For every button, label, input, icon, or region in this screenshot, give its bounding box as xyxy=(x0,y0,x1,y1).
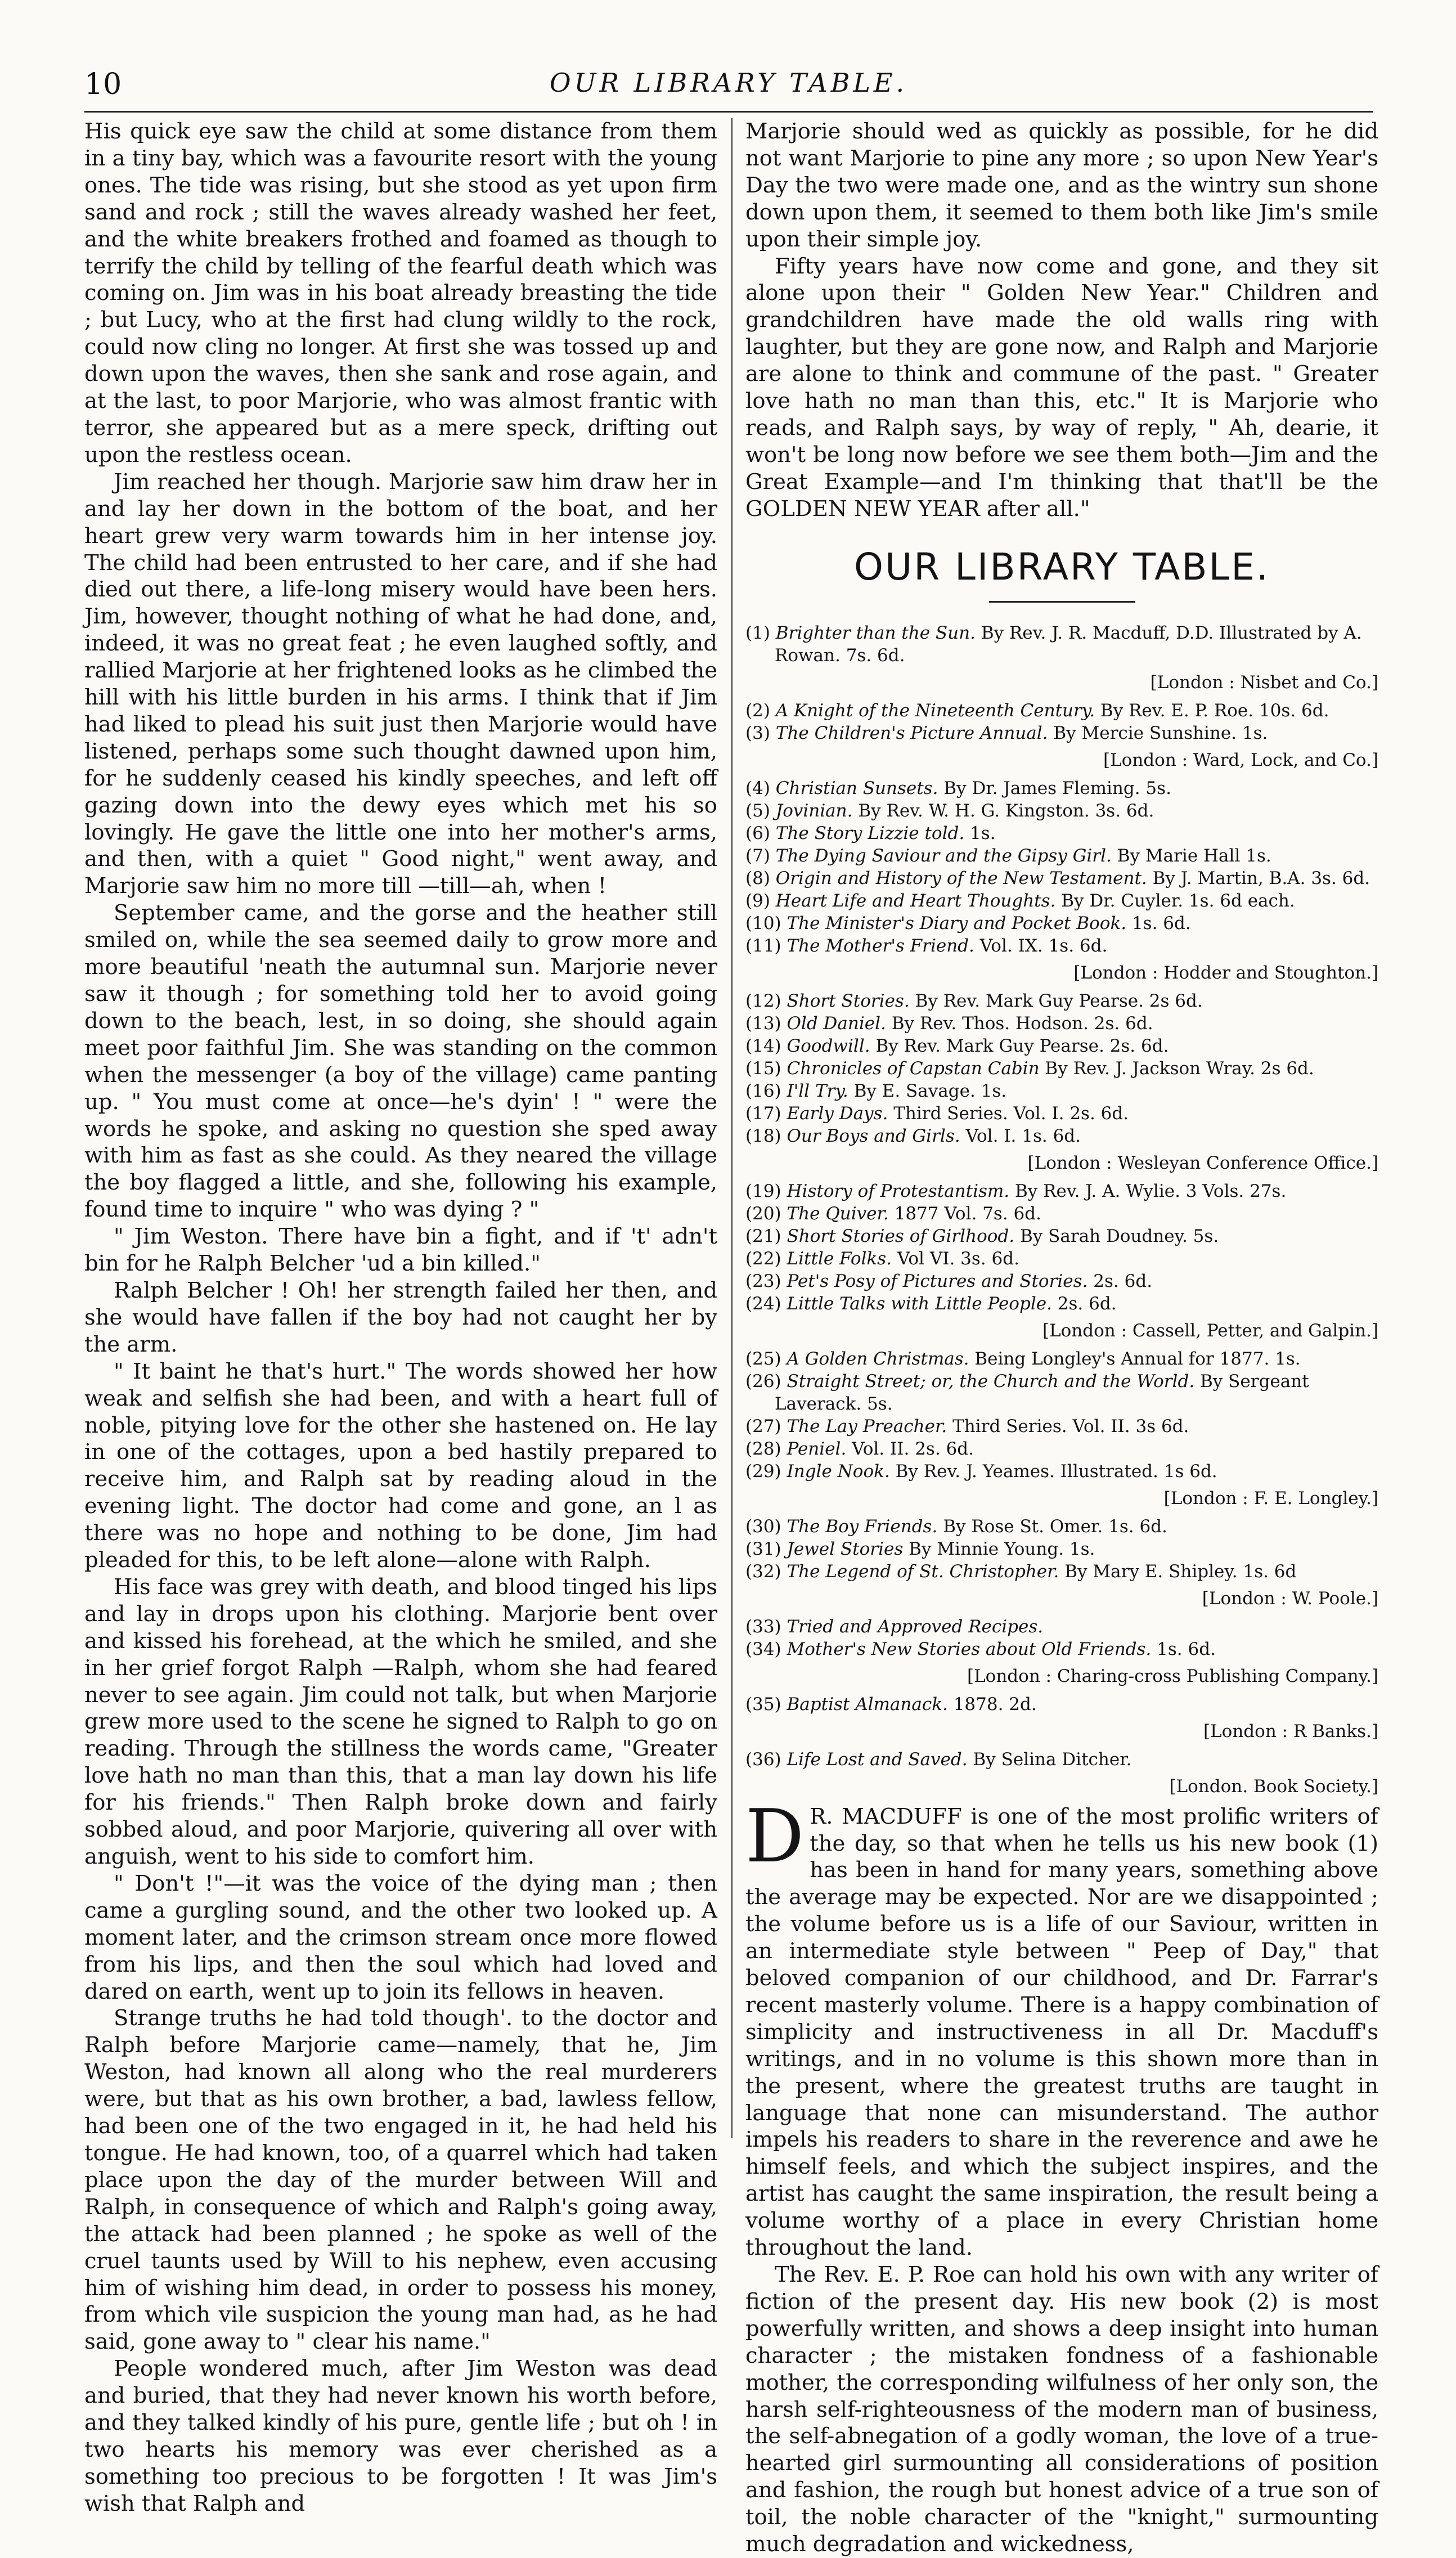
story-paragraph: Marjorie should wed as quickly as possible, for he did not want Marjorie to pine any more ; so upon New Year's Day the two were made one, and as the wintry sun shone down upon them, it seemed to them both like Jim's smile upon their simple joy. xyxy=(745,119,1378,252)
book-entry xyxy=(745,1180,1378,1202)
book-detail: By Rose St. Omer. 1s. 6d. xyxy=(943,1516,1167,1537)
book-title: The Boy Friends. xyxy=(787,1516,938,1537)
book-title: Little Talks with Little People. xyxy=(787,1293,1052,1314)
book-number: (29) xyxy=(745,1461,781,1482)
book-entry xyxy=(745,1057,1378,1080)
book-entry xyxy=(745,1247,1378,1270)
book-title: Tried and Approved Recipes. xyxy=(787,1616,1044,1637)
publisher-line: [London : W. Poole.] xyxy=(1202,1588,1378,1609)
book-number: (14) xyxy=(745,1035,781,1056)
book-title: The Quiver. xyxy=(787,1203,889,1224)
book-number: (16) xyxy=(745,1080,781,1101)
book-number: (12) xyxy=(745,990,781,1011)
book-detail: Third Series. Vol. I. 2s. 6d. xyxy=(893,1103,1129,1124)
book-entry xyxy=(745,1538,1378,1560)
heading-rule xyxy=(989,601,1135,603)
book-title: The Minister's Diary and Pocket Book. xyxy=(787,913,1127,934)
book-number: (33) xyxy=(745,1616,781,1637)
book-entry xyxy=(745,912,1378,935)
book-number: (10) xyxy=(745,913,781,934)
story-paragraph: Strange truths he had told though'. to the doctor and Ralph before Marjorie came—namely, that he, Jim Weston, had known all along who the real murderers were, but that as his own brother, a bad, lawless fellow, had been one of the two engaged in it, he had held his tongue. He had known, too, of a quarrel which had taken place upon the day of the murder between Will and Ralph, in consequence of which and Ralph's going away, the attack had been planned ; he spoke as well of the cruel taunts used by Will to his nephew, even accusing him of wishing him dead, in order to possess his money, from which vile suspicion the young man had, as he had said, gone away to " clear his name." xyxy=(84,2005,717,2355)
book-detail: 1878. 2d. xyxy=(953,1694,1037,1715)
story-paragraph: People wondered much, after Jim Weston was dead and buried, that they had never known his worth before, and they talked kindly of his pure, gentle life ; but oh ! in two hearts his memory was ever cherished as a something too precious to be forgotten ! It was Jim's wish that Ralph and xyxy=(84,2356,717,2516)
book-detail: By Dr. Cuyler. 1s. 6d each. xyxy=(1061,890,1295,911)
book-detail: By Rev. J. Yeames. Illustrated. 1s 6d. xyxy=(895,1461,1217,1482)
book-title: Short Stories of Girlhood. xyxy=(787,1226,1015,1246)
left-column xyxy=(84,118,717,2517)
book-title: Goodwill. xyxy=(787,1035,870,1056)
book-number: (36) xyxy=(745,1749,781,1770)
book-number: (21) xyxy=(745,1226,781,1246)
book-number: (24) xyxy=(745,1293,781,1314)
book-entry xyxy=(745,1748,1378,1771)
book-title: Pet's Posy of Pictures and Stories. xyxy=(787,1271,1088,1291)
publisher-line: [London : Charing-cross Publishing Company.] xyxy=(967,1666,1378,1686)
story-paragraph: Fifty years have now come and gone, and they sit alone upon their " Golden New Year." Children and grandchildren have made the old walls ring with laughter, but they are gone now, and Ralph and Marjorie are alone to think and commune of the past. " Greater love hath no man than this, etc." It is Marjorie who reads, and Ralph says, by way of reply, " Ah, dearie, it won't be long now before we see them both—Jim and the Great Example—and I'm thinking that that'll be the GOLDEN NEW YEAR after all." xyxy=(745,253,1378,522)
book-detail: By Rev. J. R. Macduff, D.D. Illustrated by A. Rowan. 7s. 6d. xyxy=(775,622,1362,666)
story-paragraph: His quick eye saw the child at some distance from them in a tiny bay, which was a favourite resort with the young ones. The tide was rising, but she stood as yet upon firm sand and rock ; still the waves already washed her feet, and the white breakers frothed and foamed as though to terrify the child by telling of the fearful death which was coming on. Jim was in his boat already breasting the tide ; but Lucy, who at the first had clung wildly to the rock, could now cling no longer. At first she was tossed up and down upon the waves, then she sank and rose again, and at the last, to poor Marjorie, who was almost frantic with terror, she appeared but as a mere speck, drifting out upon the restless ocean. xyxy=(84,119,717,468)
book-entry xyxy=(745,1012,1378,1035)
book-title: Our Boys and Girls. xyxy=(787,1125,960,1146)
book-number: (4) xyxy=(745,778,770,798)
book-title: Jovinian. xyxy=(775,800,853,821)
book-detail: Vol VI. 3s. 6d. xyxy=(897,1248,1019,1269)
book-entry xyxy=(745,935,1378,957)
book-number: (35) xyxy=(745,1694,781,1715)
book-group xyxy=(745,1748,1378,1771)
book-detail: 2s. 6d. xyxy=(1093,1271,1153,1291)
book-number: (1) xyxy=(745,622,770,643)
book-title: A Golden Christmas. xyxy=(787,1348,969,1369)
book-entry xyxy=(745,1035,1378,1057)
header-rule xyxy=(84,111,1373,113)
book-group xyxy=(745,777,1378,957)
review-paragraph xyxy=(745,1793,1378,2261)
book-title: Origin and History of the New Testament. xyxy=(775,868,1147,888)
book-detail: By Rev. Mark Guy Pearse. 2s 6d. xyxy=(915,990,1203,1011)
book-title: Chronicles of Capstan Cabin xyxy=(787,1058,1040,1079)
book-number: (13) xyxy=(745,1013,781,1034)
book-detail: By Minnie Young. 1s. xyxy=(909,1538,1095,1559)
book-number: (19) xyxy=(745,1181,781,1201)
book-number: (11) xyxy=(745,935,781,956)
book-group xyxy=(745,1348,1378,1483)
book-detail: Vol. II. 2s. 6d. xyxy=(852,1438,974,1459)
book-detail: By Sarah Doudney. 5s. xyxy=(1019,1226,1219,1246)
story-paragraph: " Don't !"—it was the voice of the dying man ; then came a gurgling sound, and the other two looked up. A moment later, and the crimson stream once more flowed from his lips, and then the soul which had loved and dared on earth, went up to join its fellows in heaven. xyxy=(84,1870,717,2004)
book-entry xyxy=(745,1370,1378,1415)
book-group xyxy=(745,1515,1378,1583)
book-title: Early Days. xyxy=(787,1103,888,1124)
book-number: (26) xyxy=(745,1371,781,1392)
drop-cap: D xyxy=(745,1793,805,1879)
book-detail: By Rev. E. P. Roe. 10s. 6d. xyxy=(1100,700,1329,721)
book-title: Mother's New Stories about Old Friends. xyxy=(787,1639,1152,1659)
book-detail: By Mercie Sunshine. 1s. xyxy=(1053,722,1268,743)
running-title: OUR LIBRARY TABLE. xyxy=(549,68,908,98)
book-entry xyxy=(745,1102,1378,1125)
book-title: Jewel Stories xyxy=(787,1538,904,1559)
story-paragraph: His face was grey with death, and blood tinged his lips and lay in drops upon his clothing. Marjorie bent over and kissed his forehead, at the which he smiled, and she in her grief forgot Ralph —Ralph, whom she had feared never to see again. Jim could not talk, but when Marjorie grew more used to the scene he signed to Ralph to go on reading. Through the stillness the words came, "Greater love hath no man than this, that a man lay down his life for his friends." Then Ralph broke down and fairly sobbed aloud, and poor Marjorie, quivering all over with anguish, went to his side to comfort him. xyxy=(84,1574,717,1869)
book-detail: By Selina Ditcher. xyxy=(973,1749,1132,1770)
book-detail: By Dr. James Fleming. 5s. xyxy=(943,778,1171,798)
publisher-line: [London : Nisbet and Co.] xyxy=(1150,672,1378,693)
book-detail: By J. Martin, B.A. 3s. 6d. xyxy=(1152,868,1370,888)
book-detail: By Rev. Thos. Hodson. 2s. 6d. xyxy=(891,1013,1153,1034)
book-entry xyxy=(745,1202,1378,1225)
book-title: The Children's Picture Annual. xyxy=(775,722,1048,743)
publisher-line: [London : R Banks.] xyxy=(1203,1721,1378,1742)
book-detail: 2s. 6d. xyxy=(1057,1293,1117,1314)
section-heading: OUR LIBRARY TABLE. xyxy=(854,545,1270,589)
book-detail: By E. Savage. 1s. xyxy=(853,1080,1007,1101)
book-group xyxy=(745,1180,1378,1315)
publisher-line: [London : F. E. Longley.] xyxy=(1163,1488,1378,1509)
book-entry xyxy=(745,622,1378,667)
book-number: (7) xyxy=(745,845,770,866)
book-title: Old Daniel. xyxy=(787,1013,886,1034)
book-number: (32) xyxy=(745,1561,781,1582)
book-detail: Third Series. Vol. II. 3s 6d. xyxy=(952,1416,1189,1437)
review-paragraph: The Rev. E. P. Roe can hold his own with any writer of fiction of the present day. His new book (2) is most powerfully written, and shows a deep insight into human character ; the mistaken fondness of a fashionable mother, the corresponding wilfulness of her only son, the harsh self-righteousness of the modern man of business, the self-abnegation of a godly woman, the love of a true-hearted girl surmounting all considerations of position and fashion, the rough but honest advice of a true son of toil, the noble character of the "knight," surmounting much degradation and wickedness, xyxy=(745,2262,1378,2557)
book-title: Peniel. xyxy=(787,1438,847,1459)
book-detail: Being Longley's Annual for 1877. 1s. xyxy=(974,1348,1301,1369)
book-entry xyxy=(745,1615,1378,1638)
book-title: Short Stories. xyxy=(787,990,910,1011)
book-detail: 1s. 6d. xyxy=(1157,1639,1216,1659)
book-title: The Lay Preacher. xyxy=(787,1416,947,1437)
book-number: (23) xyxy=(745,1271,781,1291)
book-entry xyxy=(745,1348,1378,1370)
book-number: (18) xyxy=(745,1125,781,1146)
book-entry xyxy=(745,1560,1378,1583)
book-title: A Knight of the Nineteenth Century. xyxy=(775,700,1095,721)
publisher-line: [London : Wesleyan Conference Office.] xyxy=(1027,1152,1378,1173)
book-entry xyxy=(745,990,1378,1012)
book-title: The Mother's Friend. xyxy=(787,935,974,956)
book-title: Baptist Almanack. xyxy=(787,1694,948,1715)
book-number: (17) xyxy=(745,1103,781,1124)
book-entry xyxy=(745,1693,1378,1716)
book-group xyxy=(745,1615,1378,1661)
publisher-line: [London : Hodder and Stoughton.] xyxy=(1073,962,1378,983)
book-detail: By Mary E. Shipley. 1s. 6d xyxy=(1064,1561,1297,1582)
book-number: (20) xyxy=(745,1203,781,1224)
book-group xyxy=(745,1693,1378,1716)
book-entry xyxy=(745,1080,1378,1102)
book-number: (15) xyxy=(745,1058,781,1079)
book-number: (34) xyxy=(745,1639,781,1659)
book-number: (5) xyxy=(745,800,770,821)
book-detail: By Rev. J. Jackson Wray. 2s 6d. xyxy=(1045,1058,1314,1079)
book-entry xyxy=(745,822,1378,845)
story-paragraph: Ralph Belcher ! Oh! her strength failed her then, and she would have fallen if the boy had not caught her by the arm. xyxy=(84,1277,717,1357)
book-title: Ingle Nook. xyxy=(787,1461,890,1482)
book-number: (2) xyxy=(745,700,770,721)
book-entry xyxy=(745,1225,1378,1247)
book-entry xyxy=(745,800,1378,822)
book-number: (9) xyxy=(745,890,770,911)
book-detail: By Rev. Mark Guy Pearse. 2s. 6d. xyxy=(875,1035,1169,1056)
publisher-line: [London : Cassell, Petter, and Galpin.] xyxy=(1042,1320,1378,1341)
book-number: (27) xyxy=(745,1416,781,1437)
book-group xyxy=(745,990,1378,1147)
book-entry xyxy=(745,1438,1378,1460)
book-title: The Story Lizzie told. xyxy=(775,823,965,843)
book-detail: Vol. I. 1s. 6d. xyxy=(965,1125,1081,1146)
book-entry xyxy=(745,722,1378,744)
book-group xyxy=(745,699,1378,744)
story-paragraph: " Jim Weston. There have bin a fight, and if 't' adn't bin for he Ralph Belcher 'ud a bin killed." xyxy=(84,1224,717,1277)
book-detail: By Marie Hall 1s. xyxy=(1117,845,1271,866)
book-detail: By Rev. W. H. G. Kingston. 3s. 6d. xyxy=(858,800,1154,821)
book-detail: By Sergeant Laverack. 5s. xyxy=(775,1371,1309,1414)
book-entry xyxy=(745,1515,1378,1538)
book-detail: 1s. xyxy=(970,823,996,843)
book-title: Straight Street; or, the Church and the World. xyxy=(787,1371,1195,1392)
book-title: The Legend of St. Christopher. xyxy=(787,1561,1059,1582)
book-title: History of Protestantism. xyxy=(787,1181,1010,1201)
book-detail: By Rev. J. A. Wylie. 3 Vols. 27s. xyxy=(1015,1181,1287,1201)
book-detail: 1s. 6d. xyxy=(1131,913,1191,934)
publisher-line: [London : Ward, Lock, and Co.] xyxy=(1103,750,1378,770)
book-entry xyxy=(745,777,1378,800)
book-title: Little Folks. xyxy=(787,1248,892,1269)
book-entry xyxy=(745,1460,1378,1483)
story-paragraph: Jim reached her though. Marjorie saw him draw her in and lay her down in the bottom of the boat, and her heart grew very warm towards him in her intense joy. The child had been entrusted to her care, and if she had died out there, a life-long misery would have been hers. Jim, however, thought nothing of what he had done, and, indeed, it was no great feat ; he even laughed softly, and rallied Marjorie at her frightened looks as he climbed the hill with his little burden in his arms. I think that if Jim had liked to plead his suit just then Marjorie would have listened, perhaps some such thought dawned upon him, for he suddenly ceased his kindly speeches, and left off gazing down into the dewy eyes which met his so lovingly. He gave the little one into her mother's arms, and then, with a quiet " Good night," went away, and Marjorie saw him no more till —till—ah, when ! xyxy=(84,469,717,899)
book-number: (31) xyxy=(745,1538,781,1559)
book-entry xyxy=(745,1125,1378,1147)
book-entry xyxy=(745,1293,1378,1315)
book-entry xyxy=(745,1270,1378,1293)
book-title: Heart Life and Heart Thoughts. xyxy=(775,890,1056,911)
book-number: (28) xyxy=(745,1438,781,1459)
book-entry xyxy=(745,1638,1378,1661)
book-number: (3) xyxy=(745,722,770,743)
book-entry xyxy=(745,867,1378,890)
page-header xyxy=(84,68,1373,107)
book-entry xyxy=(745,845,1378,867)
story-paragraph: " It baint he that's hurt." The words showed her how weak and selfish she had been, and with a heart full of noble, pitying love for the other she hastened on. He lay in one of the cottages, upon a bed hastily prepared to receive him, and Ralph sat by reading aloud in the evening light. The doctor had come and gone, an l as there was no hope and nothing to be done, Jim had pleaded for this, to be left alone—alone with Ralph. xyxy=(84,1358,717,1573)
book-detail: Vol. IX. 1s. 6d. xyxy=(979,935,1108,956)
book-number: (22) xyxy=(745,1248,781,1269)
review-text: R. MACDUFF is one of the most prolific writers of the day, so that when he tells us his new book (1) has been in hand for many years, something above the average may be expected. Nor are we disappointed ; the volume before us is a life of our Saviour, written in an intermediate style between " Peep of Day," that beloved companion of our childhood, and Dr. Farrar's recent masterly volume. There is a happy combination of simplicity and instructiveness in all Dr. Macduff's writings, and in no volume is this shown more than in the present, where the greatest truths are taught in language that none can misunderstand. The author impels his readers to share in the reverence and awe he himself feels, and which the subject inspires, and the artist has caught the same inspiration, the result being a volume worthy of a place in every Christian home throughout the land. xyxy=(745,1803,1378,2261)
book-title: Life Lost and Saved. xyxy=(787,1749,968,1770)
book-list xyxy=(745,622,1378,1798)
book-detail: 1877 Vol. 7s. 6d. xyxy=(894,1203,1041,1224)
book-number: (25) xyxy=(745,1348,781,1369)
book-title: Brighter than the Sun. xyxy=(775,622,976,643)
book-entry xyxy=(745,890,1378,912)
column-divider xyxy=(731,118,733,2138)
book-number: (8) xyxy=(745,868,770,888)
book-entry xyxy=(745,1415,1378,1438)
book-group xyxy=(745,622,1378,667)
book-number: (6) xyxy=(745,823,770,843)
publisher-line: [London. Book Society.] xyxy=(1169,1776,1378,1797)
story-paragraph: September came, and the gorse and the heather still smiled on, while the sea seemed daily to grow more and more beautiful 'neath the autumnal sun. Marjorie never saw it though ; for something told her to avoid going down to the beach, lest, in so doing, she should again meet poor faithful Jim. She was standing on the common when the messenger (a boy of the village) came panting up. " You must come at once—he's dyin' ! " were the words he spoke, and asking no question she sped away with him as fast as she could. As they neared the village the boy flagged a little, and she, following his example, found time to inquire " who was dying ? " xyxy=(84,900,717,1223)
book-title: I'll Try. xyxy=(787,1080,848,1101)
book-number: (30) xyxy=(745,1516,781,1537)
book-entry xyxy=(745,699,1378,722)
page-number: 10 xyxy=(84,68,122,101)
book-title: The Dying Saviour and the Gipsy Girl. xyxy=(775,845,1112,866)
book-title: Christian Sunsets. xyxy=(775,778,938,798)
